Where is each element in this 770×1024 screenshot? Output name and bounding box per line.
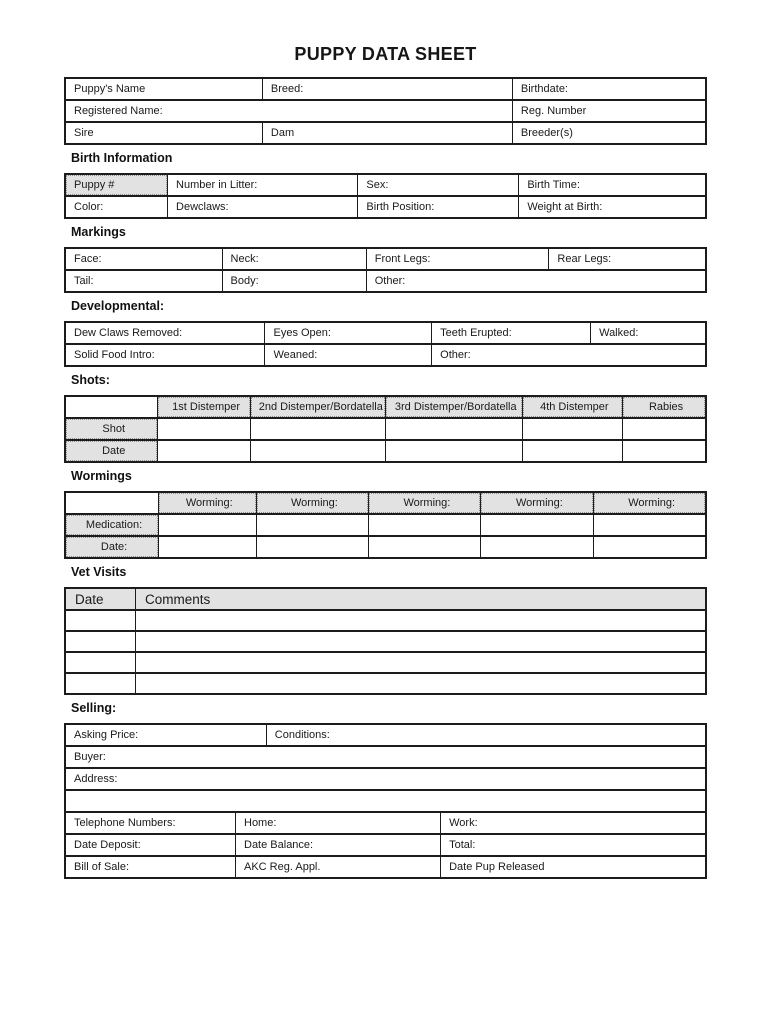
birth-position-input-cell[interactable] <box>358 196 519 218</box>
developmental-heading: Developmental: <box>71 299 165 313</box>
shots-date-input-cell[interactable] <box>158 440 250 462</box>
shots-col-header-3rd-distemper-bordatella: 3rd Distemper/Bordatella <box>385 396 522 418</box>
telephone-numbers-label-cell <box>65 812 236 834</box>
shot-row-label-cell: Shot <box>65 418 158 440</box>
conditions-input-cell[interactable] <box>266 724 706 746</box>
buyer-label: Buyer: <box>74 751 106 763</box>
akc-reg-appl-label: AKC Reg. Appl. <box>244 861 321 873</box>
table-row <box>65 270 706 292</box>
table-row <box>65 652 706 673</box>
identity-table <box>64 77 707 145</box>
table-row <box>65 812 706 834</box>
vet-visits-table <box>64 587 707 695</box>
table-row <box>65 440 706 462</box>
shots-col-header-1st-distemper: 1st Distemper <box>158 396 250 418</box>
weaned-input-cell[interactable] <box>265 344 432 366</box>
table-row <box>65 673 706 694</box>
date-deposit-input-cell[interactable] <box>65 834 236 856</box>
solid-food-intro-input-cell[interactable] <box>65 344 265 366</box>
buyer-input-cell[interactable] <box>65 746 706 768</box>
wormings-corner-cell <box>65 492 159 514</box>
wormings-date-input-cell[interactable] <box>369 536 481 558</box>
dam-label: Dam <box>270 127 295 139</box>
birth-time-label: Birth Time: <box>527 179 580 191</box>
telephone-numbers-label: Telephone Numbers: <box>74 817 176 829</box>
shots-date-input-cell[interactable] <box>250 440 385 462</box>
table-row <box>65 196 706 218</box>
sire-input-cell[interactable] <box>65 122 262 144</box>
shots-heading: Shots: <box>71 373 110 387</box>
puppy-number-label: Puppy # <box>74 179 115 191</box>
dewclaws-input-cell[interactable] <box>168 196 358 218</box>
developmental-other-input-cell[interactable] <box>432 344 706 366</box>
wormings-medication-input-cell[interactable] <box>594 514 706 536</box>
date-balance-label: Date Balance: <box>244 839 314 851</box>
dew-claws-removed-label: Dew Claws Removed: <box>74 327 183 339</box>
table-row <box>65 418 706 440</box>
teeth-erupted-input-cell[interactable] <box>432 322 591 344</box>
dam-input-cell[interactable] <box>262 122 512 144</box>
table-row <box>65 834 706 856</box>
home-label: Home: <box>244 817 277 829</box>
shots-input-cell[interactable] <box>385 418 522 440</box>
walked-input-cell[interactable] <box>591 322 706 344</box>
asking-price-input-cell[interactable] <box>65 724 266 746</box>
markings-other-label: Other: <box>374 275 406 287</box>
shots-date-input-cell[interactable] <box>522 440 623 462</box>
shots-input-cell[interactable] <box>250 418 385 440</box>
worming-date-row-label-cell: Date: <box>65 536 159 558</box>
shots-corner-cell <box>65 396 158 418</box>
front-legs-input-cell[interactable] <box>366 248 549 270</box>
date-pup-released-input-cell[interactable] <box>441 856 706 878</box>
birth-time-input-cell[interactable] <box>519 174 706 196</box>
bill-of-sale-label: Bill of Sale: <box>74 861 130 873</box>
vet-comments-input-cell[interactable] <box>136 652 707 673</box>
dew-claws-removed-input-cell[interactable] <box>65 322 265 344</box>
puppy-number-label-cell <box>65 174 168 196</box>
table-row <box>65 322 706 344</box>
registered-name-label: Registered Name: <box>74 105 163 117</box>
shot-date-row-label-cell: Date <box>65 440 158 462</box>
page-title: PUPPY DATA SHEET <box>294 44 477 64</box>
date-deposit-label: Date Deposit: <box>74 839 141 851</box>
neck-input-cell[interactable] <box>222 248 366 270</box>
vet-date-input-cell[interactable] <box>65 652 136 673</box>
wormings-medication-input-cell[interactable] <box>256 514 369 536</box>
wormings-medication-input-cell[interactable] <box>159 514 256 536</box>
reg-number-label: Reg. Number <box>520 105 587 117</box>
rear-legs-label: Rear Legs: <box>557 253 612 265</box>
neck-label: Neck: <box>230 253 259 265</box>
address-label: Address: <box>74 773 118 785</box>
table-row <box>65 768 706 790</box>
sire-label: Sire <box>74 127 94 139</box>
table-row <box>65 610 706 631</box>
vet-comments-input-cell[interactable] <box>136 673 707 694</box>
birth-information-heading: Birth Information <box>71 151 173 165</box>
table-row <box>65 631 706 652</box>
tail-label: Tail: <box>74 275 94 287</box>
asking-price-label: Asking Price: <box>74 729 139 741</box>
breed-input-cell[interactable] <box>262 78 512 100</box>
selling-heading: Selling: <box>71 701 117 715</box>
developmental-other-label: Other: <box>440 349 471 361</box>
conditions-label: Conditions: <box>274 729 330 741</box>
vet-date-input-cell[interactable] <box>65 610 136 631</box>
wormings-col-header: Worming: <box>369 492 481 514</box>
medication-row-label-cell: Medication: <box>65 514 159 536</box>
table-row <box>65 856 706 878</box>
sex-input-cell[interactable] <box>358 174 519 196</box>
wormings-medication-input-cell[interactable] <box>369 514 481 536</box>
breeders-label: Breeder(s) <box>520 127 573 139</box>
shots-date-input-cell[interactable] <box>385 440 522 462</box>
vet-comments-input-cell[interactable] <box>136 631 707 652</box>
sex-label: Sex: <box>366 179 389 191</box>
wormings-date-input-cell[interactable] <box>159 536 256 558</box>
table-row <box>65 344 706 366</box>
face-label: Face: <box>74 253 102 265</box>
markings-other-input-cell[interactable] <box>366 270 706 292</box>
work-label: Work: <box>449 817 478 829</box>
teeth-erupted-label: Teeth Erupted: <box>440 327 512 339</box>
table-row <box>65 396 706 418</box>
rear-legs-input-cell[interactable] <box>549 248 706 270</box>
solid-food-intro-label: Solid Food Intro: <box>74 349 155 361</box>
bill-of-sale-input-cell[interactable] <box>65 856 236 878</box>
address-input-cell[interactable] <box>65 768 706 790</box>
table-row <box>65 724 706 746</box>
vet-date-column-header: Date <box>65 588 136 610</box>
table-row <box>65 174 706 196</box>
table-row <box>65 588 706 610</box>
shots-table <box>64 395 707 463</box>
vet-date-input-cell[interactable] <box>65 631 136 652</box>
body-label: Body: <box>230 275 259 287</box>
shots-col-header-4th-distemper: 4th Distemper <box>522 396 623 418</box>
walked-label: Walked: <box>599 327 639 339</box>
table-row <box>65 122 706 144</box>
table-row <box>65 514 706 536</box>
markings-table <box>64 247 707 293</box>
color-label: Color: <box>74 201 104 213</box>
breed-label: Breed: <box>270 83 304 95</box>
puppys-name-label: Puppy's Name <box>74 83 146 95</box>
table-row <box>65 248 706 270</box>
table-row <box>65 78 706 100</box>
table-row <box>65 492 706 514</box>
birth-position-label: Birth Position: <box>366 201 435 213</box>
developmental-table <box>64 321 707 367</box>
wormings-col-header: Worming: <box>256 492 369 514</box>
shots-input-cell[interactable] <box>158 418 250 440</box>
home-phone-input-cell[interactable] <box>236 812 441 834</box>
shots-input-cell[interactable] <box>522 418 623 440</box>
wormings-heading: Wormings <box>71 469 132 483</box>
body-input-cell[interactable] <box>222 270 366 292</box>
wormings-col-header: Worming: <box>481 492 594 514</box>
eyes-open-input-cell[interactable] <box>265 322 432 344</box>
weight-at-birth-input-cell[interactable] <box>519 196 706 218</box>
face-input-cell[interactable] <box>65 248 222 270</box>
markings-heading: Markings <box>71 225 126 239</box>
table-row <box>65 536 706 558</box>
wormings-date-input-cell[interactable] <box>594 536 706 558</box>
wormings-col-header: Worming: <box>159 492 256 514</box>
dewclaws-label: Dewclaws: <box>176 201 229 213</box>
puppys-name-input-cell[interactable] <box>65 78 262 100</box>
shots-col-header-rabies: Rabies <box>623 396 706 418</box>
reg-number-input-cell[interactable] <box>512 100 706 122</box>
akc-reg-appl-input-cell[interactable] <box>236 856 441 878</box>
vet-date-input-cell[interactable] <box>65 673 136 694</box>
shots-col-header-2nd-distemper-bordatella: 2nd Distemper/Bordatella <box>250 396 385 418</box>
number-in-litter-label: Number in Litter: <box>176 179 258 191</box>
weaned-label: Weaned: <box>273 349 318 361</box>
work-phone-input-cell[interactable] <box>441 812 706 834</box>
vet-comments-column-header: Comments <box>136 588 707 610</box>
weight-at-birth-label: Weight at Birth: <box>527 201 603 213</box>
vet-visits-heading: Vet Visits <box>71 565 127 579</box>
total-input-cell[interactable] <box>441 834 706 856</box>
wormings-col-header: Worming: <box>594 492 706 514</box>
date-pup-released-label: Date Pup Released <box>449 861 545 873</box>
address-overflow-input-cell[interactable] <box>65 790 706 812</box>
vet-comments-input-cell[interactable] <box>136 610 707 631</box>
breeders-input-cell[interactable] <box>512 122 706 144</box>
number-in-litter-input-cell[interactable] <box>168 174 358 196</box>
table-row <box>65 790 706 812</box>
registered-name-input-cell[interactable] <box>65 100 512 122</box>
table-row <box>65 746 706 768</box>
selling-table <box>64 723 707 879</box>
wormings-table <box>64 491 707 559</box>
tail-input-cell[interactable] <box>65 270 222 292</box>
wormings-medication-input-cell[interactable] <box>481 514 594 536</box>
date-balance-input-cell[interactable] <box>236 834 441 856</box>
shots-input-cell[interactable] <box>623 418 706 440</box>
shots-date-input-cell[interactable] <box>623 440 706 462</box>
total-label: Total: <box>449 839 476 851</box>
eyes-open-label: Eyes Open: <box>273 327 331 339</box>
front-legs-label: Front Legs: <box>374 253 431 265</box>
color-input-cell[interactable] <box>65 196 168 218</box>
wormings-date-input-cell[interactable] <box>256 536 369 558</box>
birthdate-label: Birthdate: <box>520 83 568 95</box>
wormings-date-input-cell[interactable] <box>481 536 594 558</box>
birthdate-input-cell[interactable] <box>512 78 706 100</box>
birth-information-table <box>64 173 707 219</box>
table-row <box>65 100 706 122</box>
